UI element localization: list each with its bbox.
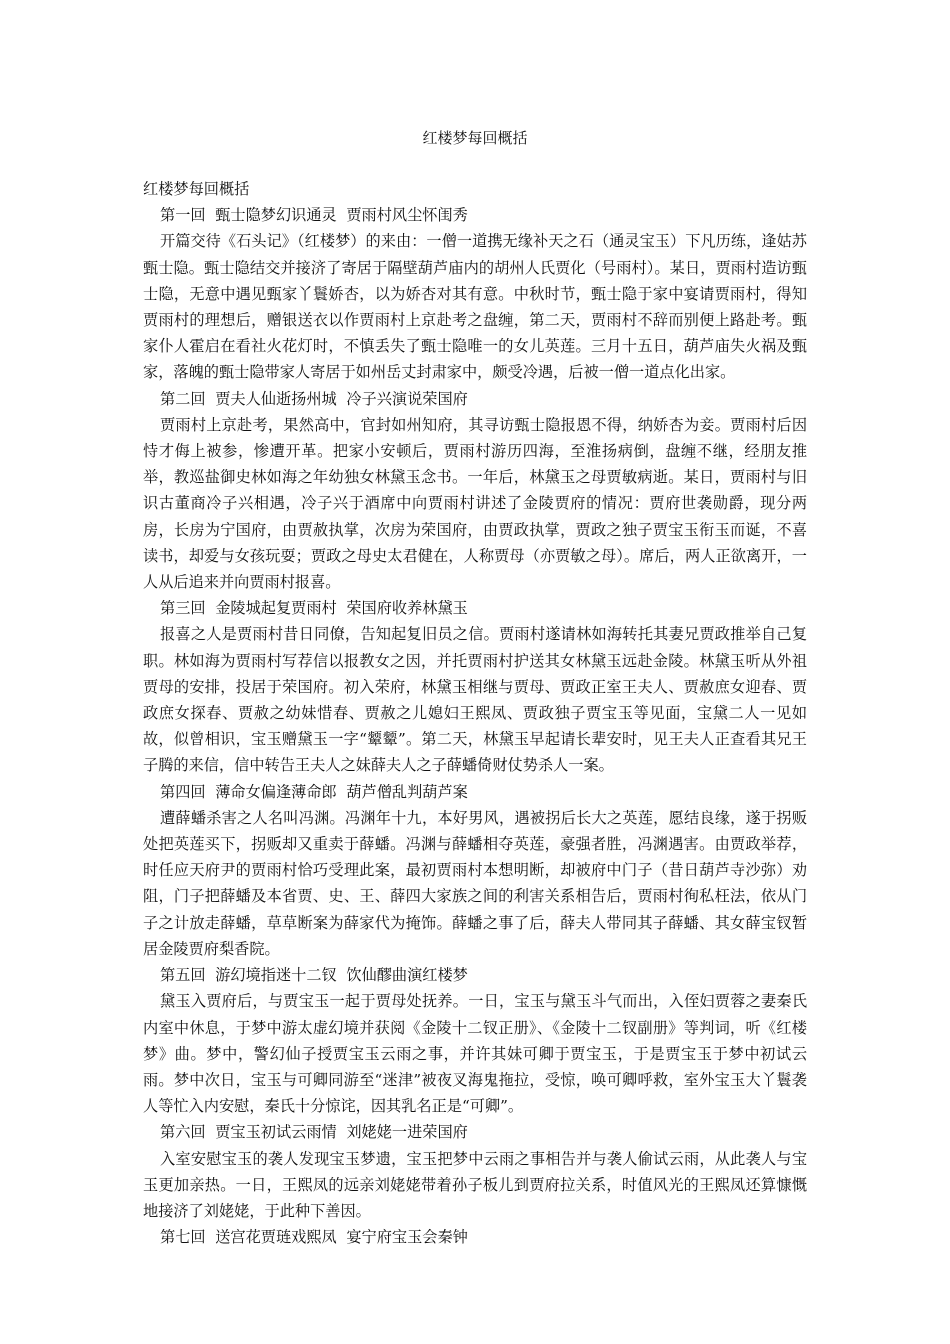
chapter-summary: 入室安慰宝玉的袭人发现宝玉梦遗，宝玉把梦中云雨之事相告并与袭人偷试云雨，从此袭人与宝玉更加亲热。一日，王熙凤的远亲刘姥姥带着孙子板儿到贾府拉关系，时值风光的王熙凤还算慷慨地接济了刘姥姥，于此种下善因。 — [143, 1149, 807, 1220]
chapter-1 — [143, 202, 807, 385]
document-subtitle: 红楼梦每回概括 — [143, 180, 250, 198]
chapter-summary: 黛玉入贾府后，与贾宝玉一起于贾母处抚养。一日，宝玉与黛玉斗气而出，入侄妇贾蓉之妻秦氏内室中休息，于梦中游太虚幻境并获阅《金陵十二钗正册》、《金陵十二钗副册》等判词，听《红楼梦》曲。梦中，警幻仙子授贾宝玉云雨之事，并许其妹可卿于贾宝玉，于是贾宝玉于梦中初试云雨。梦中次日，宝玉与可卿同游至“迷津”被夜叉海鬼拖拉，受惊，唤可卿呼救，室外宝玉大丫鬟袭人等忙入内安慰，秦氏十分惊诧，因其乳名正是“可卿”。 — [143, 992, 807, 1116]
document-title: 红楼梦每回概括 — [422, 129, 528, 147]
chapter-summary: 报喜之人是贾雨村昔日同僚，告知起复旧员之信。贾雨村遂请林如海转托其妻兄贾政推举自己复职。林如海为贾雨村写荐信以报教女之因，并托贾雨村护送其女林黛玉远赴金陵。林黛玉听从外祖贾母的安排，投居于荣国府。初入荣府，林黛玉相继与贾母、贾政正室王夫人、贾赦庶女迎春、贾政庶女探春、贾赦之幼妹惜春、贾赦之儿媳妇王熙凤、贾政独子贾宝玉等见面，宝黛二人一见如故，似曾相识，宝玉赠黛玉一字“颦颦”。第二天，林黛玉早起请长辈安时，见王夫人正查看其兄王子腾的来信，信中转告王夫人之妹薛夫人之子薛蟠倚财仗势杀人一案。 — [143, 625, 807, 775]
chapter-heading: 第六回 贾宝玉初试云雨情 刘姥姥一进荣国府 — [160, 1123, 468, 1142]
chapter-heading: 第七回 送宫花贾琏戏熙凤 宴宁府宝玉会秦钟 — [160, 1228, 468, 1247]
chapter-summary: 贾雨村上京赴考，果然高中，官封如州知府，其寻访甄士隐报恩不得，纳娇杏为妾。贾雨村后因恃才侮上被参，惨遭开革。把家小安顿后，贾雨村游历四海，至淮扬病倒，盘缠不继，经朋友推举，教巡盐御史林如海之年幼独女林黛玉念书。一年后，林黛玉之母贾敏病逝。某日，贾雨村与旧识古董商冷子兴相遇，冷子兴于酒席中向贾雨村讲述了金陵贾府的情况：贾府世袭勋爵，现分两房，长房为宁国府，由贾赦执掌，次房为荣国府，由贾政执掌，贾政之独子贾宝玉衔玉而诞，不喜读书，却爱与女孩玩耍；贾政之母史太君健在，人称贾母（亦贾敏之母）。席后，两人正欲离开，一人从后追来并向贾雨村报喜。 — [143, 415, 807, 592]
chapter-heading: 第五回 游幻境指迷十二钗 饮仙醪曲演红楼梦 — [160, 966, 468, 985]
document-content — [143, 176, 807, 1250]
chapter-heading: 第二回 贾夫人仙逝扬州城 冷子兴演说荣国府 — [160, 389, 468, 408]
chapter-2 — [143, 386, 807, 596]
chapter-7 — [143, 1224, 807, 1250]
chapter-heading: 第四回 薄命女偏逢薄命郎 葫芦僧乱判葫芦案 — [160, 782, 468, 801]
chapter-4 — [143, 779, 807, 962]
chapter-summary: 遭薛蟠杀害之人名叫冯渊。冯渊年十九，本好男风，遇被拐后长大之英莲，愿结良缘，遂于拐贩处把英莲买下，拐贩却又重卖于薛蟠。冯渊与薛蟠相夺英莲，豪强者胜，冯渊遇害。由贾政举荐，时任应天府尹的贾雨村恰巧受理此案，最初贾雨村本想明断，却被府中门子（昔日葫芦寺沙弥）劝阻，门子把薛蟠及本省贾、史、王、薛四大家族之间的利害关系相告后，贾雨村徇私枉法，依从门子之计放走薛蟠，草草断案为薛家代为掩饰。薛蟠之事了后，薛夫人带同其子薛蟠、其女薛宝钗暂居金陵贾府梨香院。 — [143, 808, 807, 958]
chapter-3 — [143, 595, 807, 778]
chapter-heading: 第一回 甄士隐梦幻识通灵 贾雨村风尘怀闺秀 — [160, 206, 468, 225]
chapter-summary: 开篇交待《石头记》（红楼梦）的来由：一僧一道携无缘补天之石（通灵宝玉）下凡历练，逢姑苏甄士隐。甄士隐结交并接济了寄居于隔壁葫芦庙内的胡州人氏贾化（号雨村）。某日，贾雨村造访甄士隐，无意中遇见甄家丫鬟娇杏，以为娇杏对其有意。中秋时节，甄士隐于家中宴请贾雨村，得知贾雨村的理想后，赠银送衣以作贾雨村上京赴考之盘缠，第二天，贾雨村不辞而别便上路赴考。甄家仆人霍启在看社火花灯时，不慎丢失了甄士隐唯一的女儿英莲。三月十五日，葫芦庙失火祸及甄家，落魄的甄士隐带家人寄居于如州岳丈封肃家中，颇受冷遇，后被一僧一道点化出家。 — [143, 232, 807, 382]
chapter-heading: 第三回 金陵城起复贾雨村 荣国府收养林黛玉 — [160, 599, 468, 618]
chapter-6 — [143, 1119, 807, 1224]
chapter-5 — [143, 962, 807, 1119]
